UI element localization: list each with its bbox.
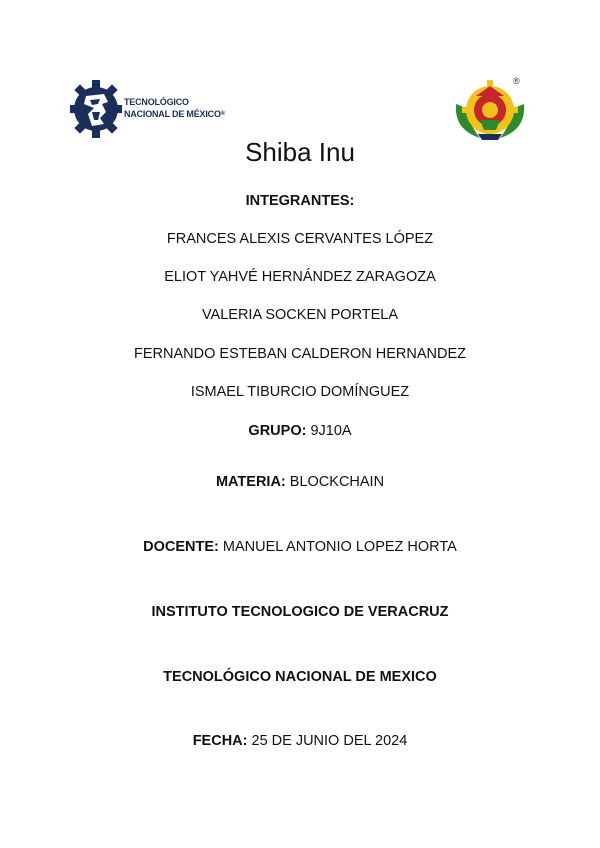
integrante-3: VALERIA SOCKEN PORTELA <box>201 307 399 323</box>
tecnm-wordmark-line2: NACIONAL DE MÉXICO <box>124 109 221 119</box>
itv-logo <box>450 74 530 142</box>
tecnm-wordmark <box>124 96 225 120</box>
registered-mark: ® <box>220 111 225 117</box>
integrante-4: FERNANDO ESTEBAN CALDERON HERNANDEZ <box>134 346 466 362</box>
fecha-line <box>0 733 600 749</box>
integrante-1: FRANCES ALEXIS CERVANTES LÓPEZ <box>166 231 434 247</box>
grupo-value: 9J10A <box>310 423 352 439</box>
docente-value: MANUEL ANTONIO LOPEZ HORTA <box>222 539 457 555</box>
integrante-2: ELIOT YAHVÉ HERNÁNDEZ ZARAGOZA <box>164 269 436 285</box>
tecnm-wordmark-line1: TECNOLÓGICO <box>124 97 189 107</box>
integrante-5: ISMAEL TIBURCIO DOMÍNGUEZ <box>190 384 410 400</box>
registered-mark: ® <box>513 76 520 86</box>
materia-value: BLOCKCHAIN <box>289 474 385 490</box>
instituto-line: INSTITUTO TECNOLOGICO DE VERACRUZ <box>151 604 449 620</box>
grupo-line <box>0 423 600 439</box>
document-title: Shiba Inu <box>245 137 355 167</box>
tecnologico-line: TECNOLÓGICO NACIONAL DE MEXICO <box>163 669 437 685</box>
fecha-value: 25 DE JUNIO DEL 2024 <box>251 733 408 749</box>
fecha-label: FECHA: <box>192 733 248 749</box>
materia-line <box>0 474 600 490</box>
grupo-label: GRUPO: <box>248 423 307 439</box>
docente-line <box>0 539 600 555</box>
integrantes-label: INTEGRANTES: <box>245 193 355 209</box>
tecnm-logo <box>70 74 240 144</box>
docente-label: DOCENTE: <box>143 539 219 555</box>
tecnm-emblem-icon <box>70 74 122 144</box>
materia-label: MATERIA: <box>215 474 286 490</box>
